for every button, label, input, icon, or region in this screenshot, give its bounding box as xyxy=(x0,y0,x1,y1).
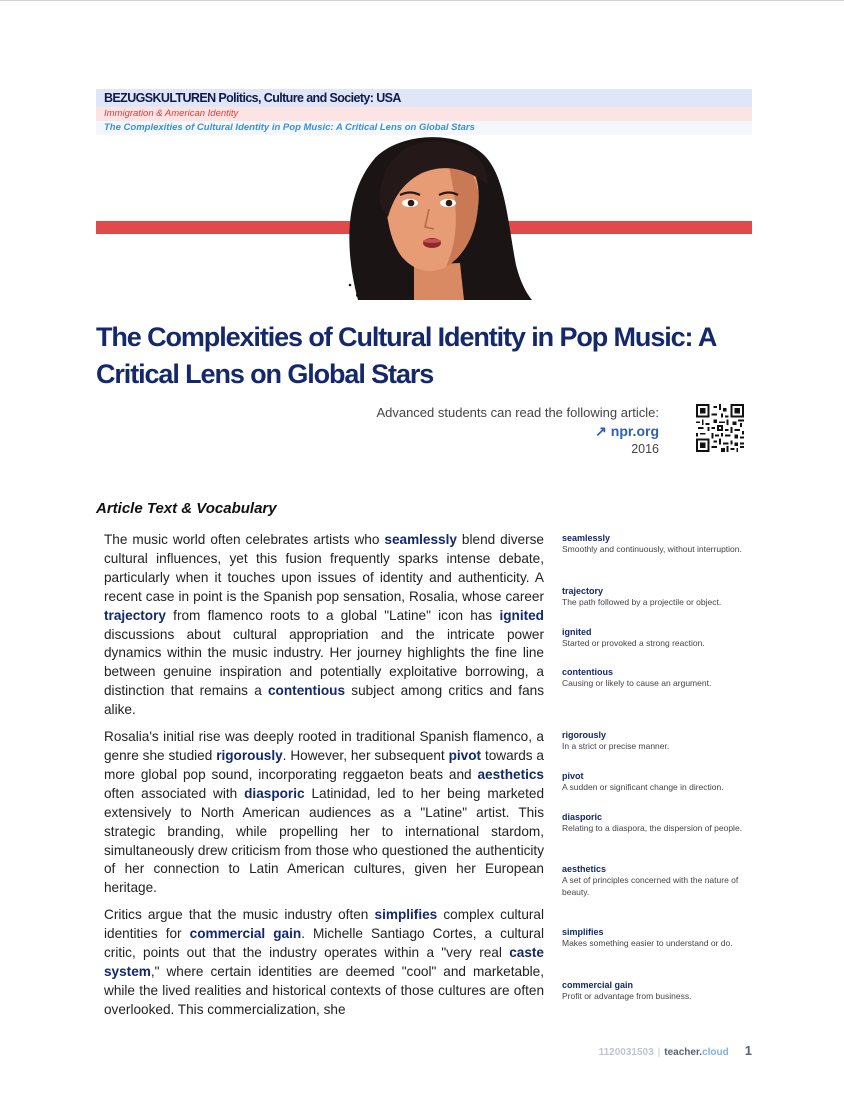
glossary-definition: Started or provoked a strong reaction. xyxy=(562,638,705,648)
glossary-entry xyxy=(562,729,752,753)
keyword-commercial-gain: commercial gain xyxy=(189,926,302,942)
text-run: ," where certain identities are deemed "cool" and marketable, while the lived realities and historical contexts of those cultures are often overlooked. This commercialization, she xyxy=(104,963,544,1017)
glossary-term: trajectory xyxy=(562,586,604,596)
header-topic-band xyxy=(96,107,752,121)
glossary-entry xyxy=(562,532,752,556)
text-run: towards a more global pop sound, incorporating reggaeton beats and xyxy=(104,747,544,782)
glossary-definition: Smoothly and continuously, without interruption. xyxy=(562,544,742,554)
glossary-entry xyxy=(562,585,752,609)
document-id: 1120031503 xyxy=(598,1047,654,1058)
article-paragraph-2 xyxy=(104,728,544,898)
footer-separator: | xyxy=(657,1047,661,1058)
header-topic: Immigration & American Identity xyxy=(104,108,239,119)
glossary-term: rigorously xyxy=(562,730,607,740)
header-course-band xyxy=(96,89,752,107)
glossary-definition: A set of principles concerned with the nature of beauty. xyxy=(562,875,739,897)
keyword-trajectory: trajectory xyxy=(104,607,166,623)
keyword-ignited: ignited xyxy=(499,607,544,623)
hero-illustration xyxy=(96,135,752,300)
keyword-rigorously: rigorously xyxy=(216,747,283,763)
text-run: discussions about cultural appropriation and the intricate power dynamics within the music industry. Her journey highlights the fine line between genuine inspiration and potentially exploitative borrowing, a distinction that remains a xyxy=(104,626,544,699)
glossary-term: aesthetics xyxy=(562,864,607,874)
glossary-definition: The path followed by a projectile or object. xyxy=(562,597,722,607)
brand-suffix: cloud xyxy=(702,1047,729,1058)
text-run: complex cultural identities for xyxy=(104,907,544,942)
keyword-aesthetics: aesthetics xyxy=(477,766,544,782)
glossary-term: ignited xyxy=(562,627,592,637)
keyword-contentious: contentious xyxy=(268,683,346,699)
glossary-entry xyxy=(562,666,752,690)
top-rule xyxy=(0,0,844,1)
text-run: Latinidad, led to her being marketed extensively to North American audiences as a "Latine" artist. This strategic branding, while propelling her to international stardom, simultaneously drew criticism from those who questioned the authenticity of her connection to Latin American cultures, given her European heritage. xyxy=(104,785,544,896)
glossary-definition: Profit or advantage from business. xyxy=(562,991,692,1001)
glossary-entry xyxy=(562,863,752,898)
article-year: 2016 xyxy=(631,442,659,456)
keyword-caste-system: caste system xyxy=(104,945,544,979)
section-heading: Article Text & Vocabulary xyxy=(96,500,277,517)
header-article-title: The Complexities of Cultural Identity in Pop Music: A Critical Lens on Global Stars xyxy=(104,122,475,133)
text-run: . Michelle Santiago Cortes, a cultural critic, points out that the industry operates within a "very real xyxy=(104,926,544,961)
text-run: blend diverse cultural influences, yet this fusion frequently sparks intense debate, particularly when it touches upon issues of identity and authenticity. A recent case in point is the Spanish pop sensation, Rosalia, whose career xyxy=(104,532,544,604)
glossary-entry xyxy=(562,811,752,835)
glossary-term: commercial gain xyxy=(562,980,634,990)
glossary-definition: Causing or likely to cause an argument. xyxy=(562,678,712,688)
qr-code-icon[interactable] xyxy=(696,404,744,452)
glossary-entry xyxy=(562,626,752,650)
advanced-reading-block xyxy=(376,404,659,458)
header-course-title: BEZUGSKULTUREN Politics, Culture and Society: USA xyxy=(104,91,401,105)
header-article-band xyxy=(96,121,752,135)
article-paragraph-3 xyxy=(104,906,544,1019)
article-paragraph-1 xyxy=(104,531,544,720)
page-title: The Complexities of Cultural Identity in Pop Music: A Critical Lens on Global Stars xyxy=(96,322,716,389)
keyword-simplifies: simplifies xyxy=(374,907,438,923)
advanced-reading-text: Advanced students can read the following article: xyxy=(376,405,659,420)
text-run: . However, her subsequent xyxy=(282,747,449,763)
glossary-term: diasporic xyxy=(562,812,603,822)
text-run: subject among critics and fans alike. xyxy=(104,683,544,718)
glossary-term: seamlessly xyxy=(562,533,611,543)
brand-name: teacher. xyxy=(664,1047,703,1058)
text-run: Critics argue that the music industry often xyxy=(104,907,375,923)
article-body xyxy=(104,531,544,1041)
glossary-term: pivot xyxy=(562,771,584,781)
glossary-definition: A sudden or significant change in direction. xyxy=(562,782,724,792)
page-number: 1 xyxy=(744,1043,752,1058)
text-run: from flamenco roots to a global "Latine" icon has xyxy=(165,607,500,623)
glossary-definition: In a strict or precise manner. xyxy=(562,741,670,751)
page-footer xyxy=(599,1043,752,1058)
article-link[interactable]: ↗ npr.org xyxy=(595,423,659,439)
glossary-term: simplifies xyxy=(562,927,604,937)
glossary-entry xyxy=(562,770,752,794)
keyword-seamlessly: seamlessly xyxy=(384,532,457,547)
glossary-definition: Makes something easier to understand or do. xyxy=(562,938,733,948)
text-run: The music world often celebrates artists who xyxy=(104,532,385,547)
keyword-diasporic: diasporic xyxy=(244,785,305,801)
glossary-entry xyxy=(562,979,752,1003)
text-run: Rosalia's initial rise was deeply rooted in traditional Spanish flamenco, a genre she studied xyxy=(104,729,544,763)
text-run: often associated with xyxy=(104,785,245,801)
glossary-term: contentious xyxy=(562,667,613,677)
keyword-pivot: pivot xyxy=(448,747,482,763)
portrait-illustration xyxy=(96,135,752,300)
glossary-entry xyxy=(562,926,752,950)
glossary-definition: Relating to a diaspora, the dispersion of people. xyxy=(562,823,743,833)
